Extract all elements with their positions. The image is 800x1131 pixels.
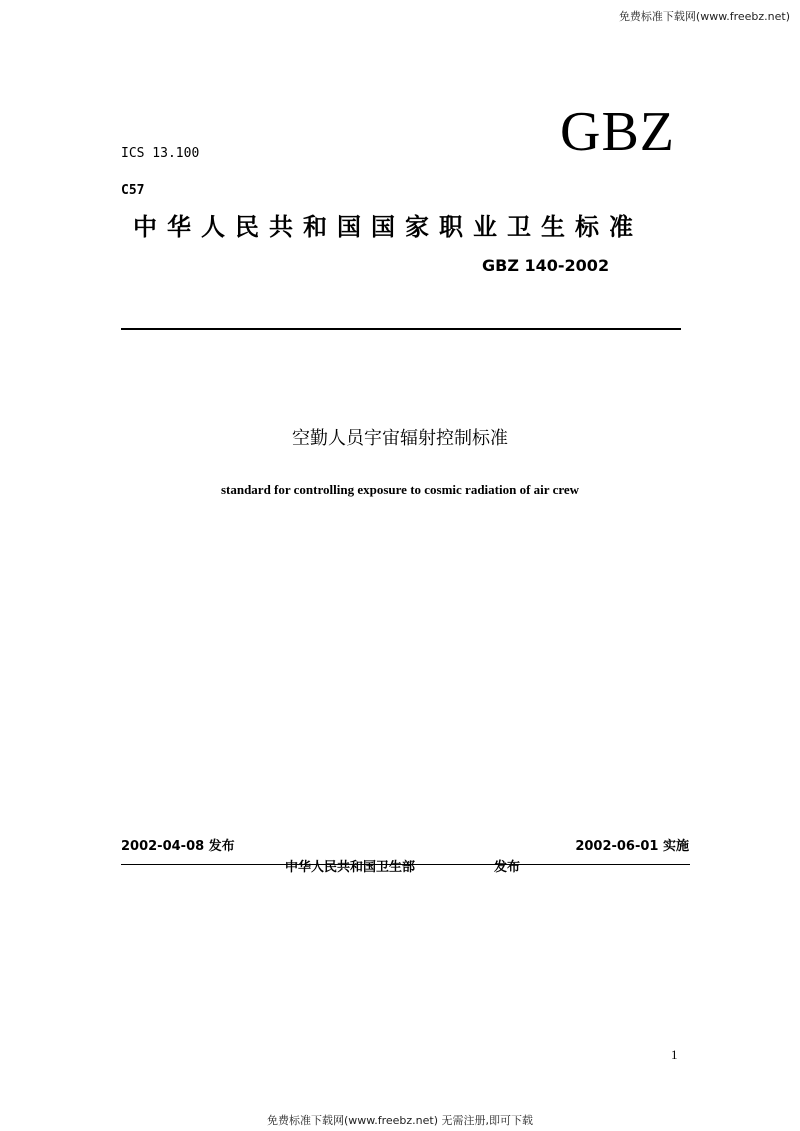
standard-number: GBZ 140-2002 — [482, 256, 610, 275]
issue-date: 2002-04-08 发布 — [121, 839, 235, 854]
ics-code: ICS 13.100 — [121, 146, 200, 161]
document-title-english: standard for controlling exposure to cosmic radiation of air crew — [220, 482, 580, 497]
header-divider — [121, 328, 681, 330]
document-title-chinese: 空勤人员宇宙辐射控制标准 — [292, 428, 508, 449]
watermark-bottom: 免费标准下载网(www.freebz.net) 无需注册,即可下载 — [266, 1114, 534, 1127]
page-number: 1 — [671, 1047, 678, 1062]
watermark-top: 免费标准下载网(www.freebz.net) — [618, 10, 790, 23]
issuing-authority: 中华人民共和国卫生部 — [285, 860, 416, 875]
implementation-date: 2002-06-01 实施 — [575, 839, 689, 854]
standard-heading: 中华人民共和国国家职业卫生标准 — [133, 213, 643, 241]
gbz-logo: GBZ — [560, 101, 675, 163]
issuer-action: 发布 — [494, 860, 521, 875]
ccs-code: C57 — [121, 183, 145, 198]
footer-divider — [121, 864, 690, 865]
